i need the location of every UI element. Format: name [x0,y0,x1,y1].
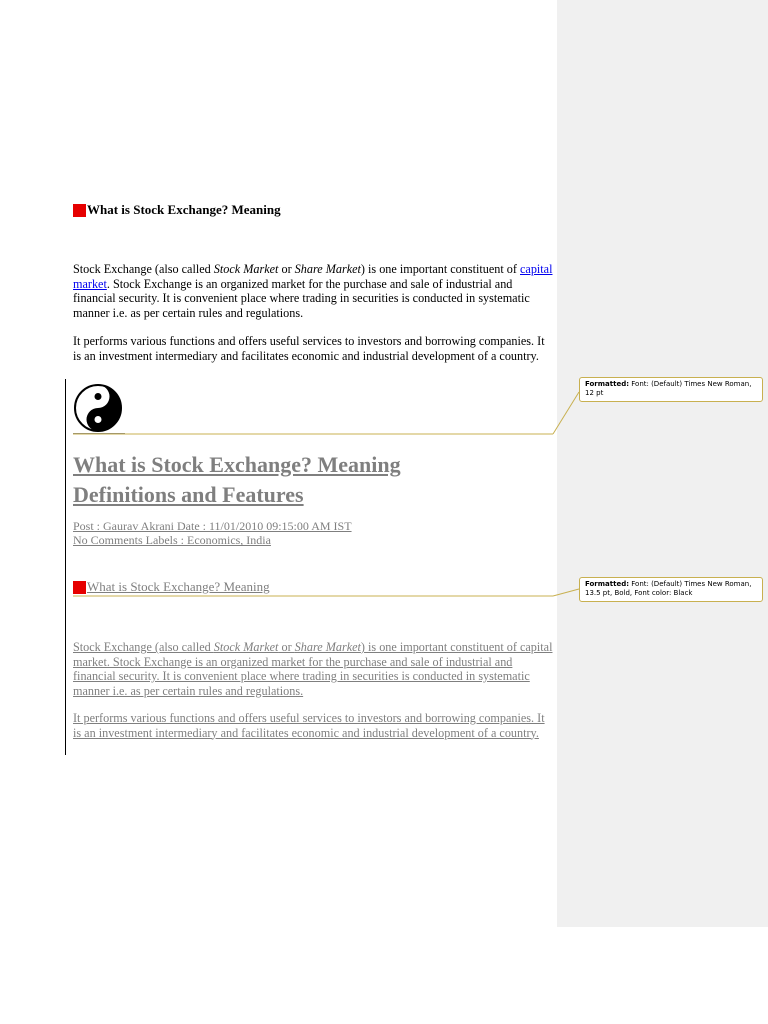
format-comment-balloon[interactable] [579,377,763,402]
post-meta-line2: No Comments Labels : Economics, India [73,533,271,548]
deleted-para1-text-a: Stock Exchange (also called [73,640,214,654]
deleted-post-meta [73,519,473,548]
paragraph-2 [73,334,553,363]
comment-text: Font: (Default) Times New Roman, 13.5 pt, Bold, Font color: Black [585,580,752,597]
para1-text-c: . Stock Exchange is an organized market for the purchase and sale of industrial and financial security. It is convenient place where trading in securities is conducted in systematic manner i.e. as per certain rules and regulations. [73,276,530,320]
para2-text: It performs various functions and offers useful services to investors and borrowing companies. It is an investment intermediary and facilitates economic and industrial development of a country. [73,334,545,363]
comment-label: Formatted: [585,380,630,388]
image-underline [73,433,125,434]
paragraph-1 [73,262,553,320]
para1-term-stock-market: Stock Market [213,262,279,276]
comment-text: Font: (Default) Times New Roman, 12 pt [585,380,752,397]
comment-label: Formatted: [585,580,630,588]
deleted-para2-text: It performs various functions and offers useful services to investors and borrowing companies. It is an investment intermediary and facilitates economic and industrial development of a country. [73,711,545,740]
markup-margin-panel [557,0,768,927]
para1-text-a: Stock Exchange (also called [73,262,214,276]
deleted-paragraph-1 [73,640,553,698]
format-comment-balloon[interactable] [579,577,763,602]
deleted-section-heading [73,579,270,595]
deleted-title [73,450,543,510]
change-bar [65,379,66,755]
deleted-term-stock-market: Stock Market [213,640,279,654]
deleted-para1-text-or: or [278,640,295,654]
post-meta-line1: Post : Gaurav Akrani Date : 11/01/2010 09:15:00 AM IST [73,519,352,533]
deleted-term-share-market: Share Market [294,640,361,654]
yin-yang-icon [73,383,123,433]
section-heading [73,202,281,218]
deleted-title-line2: Definitions and Features [73,482,304,507]
deleted-paragraph-2 [73,711,553,740]
red-marker-icon [73,204,86,217]
para1-text-or: or [278,262,295,276]
para1-term-share-market: Share Market [294,262,361,276]
deleted-title-line1: What is Stock Exchange? Meaning [73,452,401,477]
deleted-para1-text-b: ) is one important constituent of capital market. Stock Exchange is an organized market for the purchase and sale of industrial and financial security. It is convenient place where trading in securities is conducted in systematic manner i.e. as per certain rules and regulations. [73,640,553,698]
deleted-heading-text: What is Stock Exchange? Meaning [87,579,270,594]
section-heading-text: What is Stock Exchange? Meaning [87,202,281,217]
para1-text-b: ) is one important constituent of [360,262,520,276]
capital-market-link[interactable]: capital market [73,262,553,291]
red-marker-icon [73,581,86,594]
